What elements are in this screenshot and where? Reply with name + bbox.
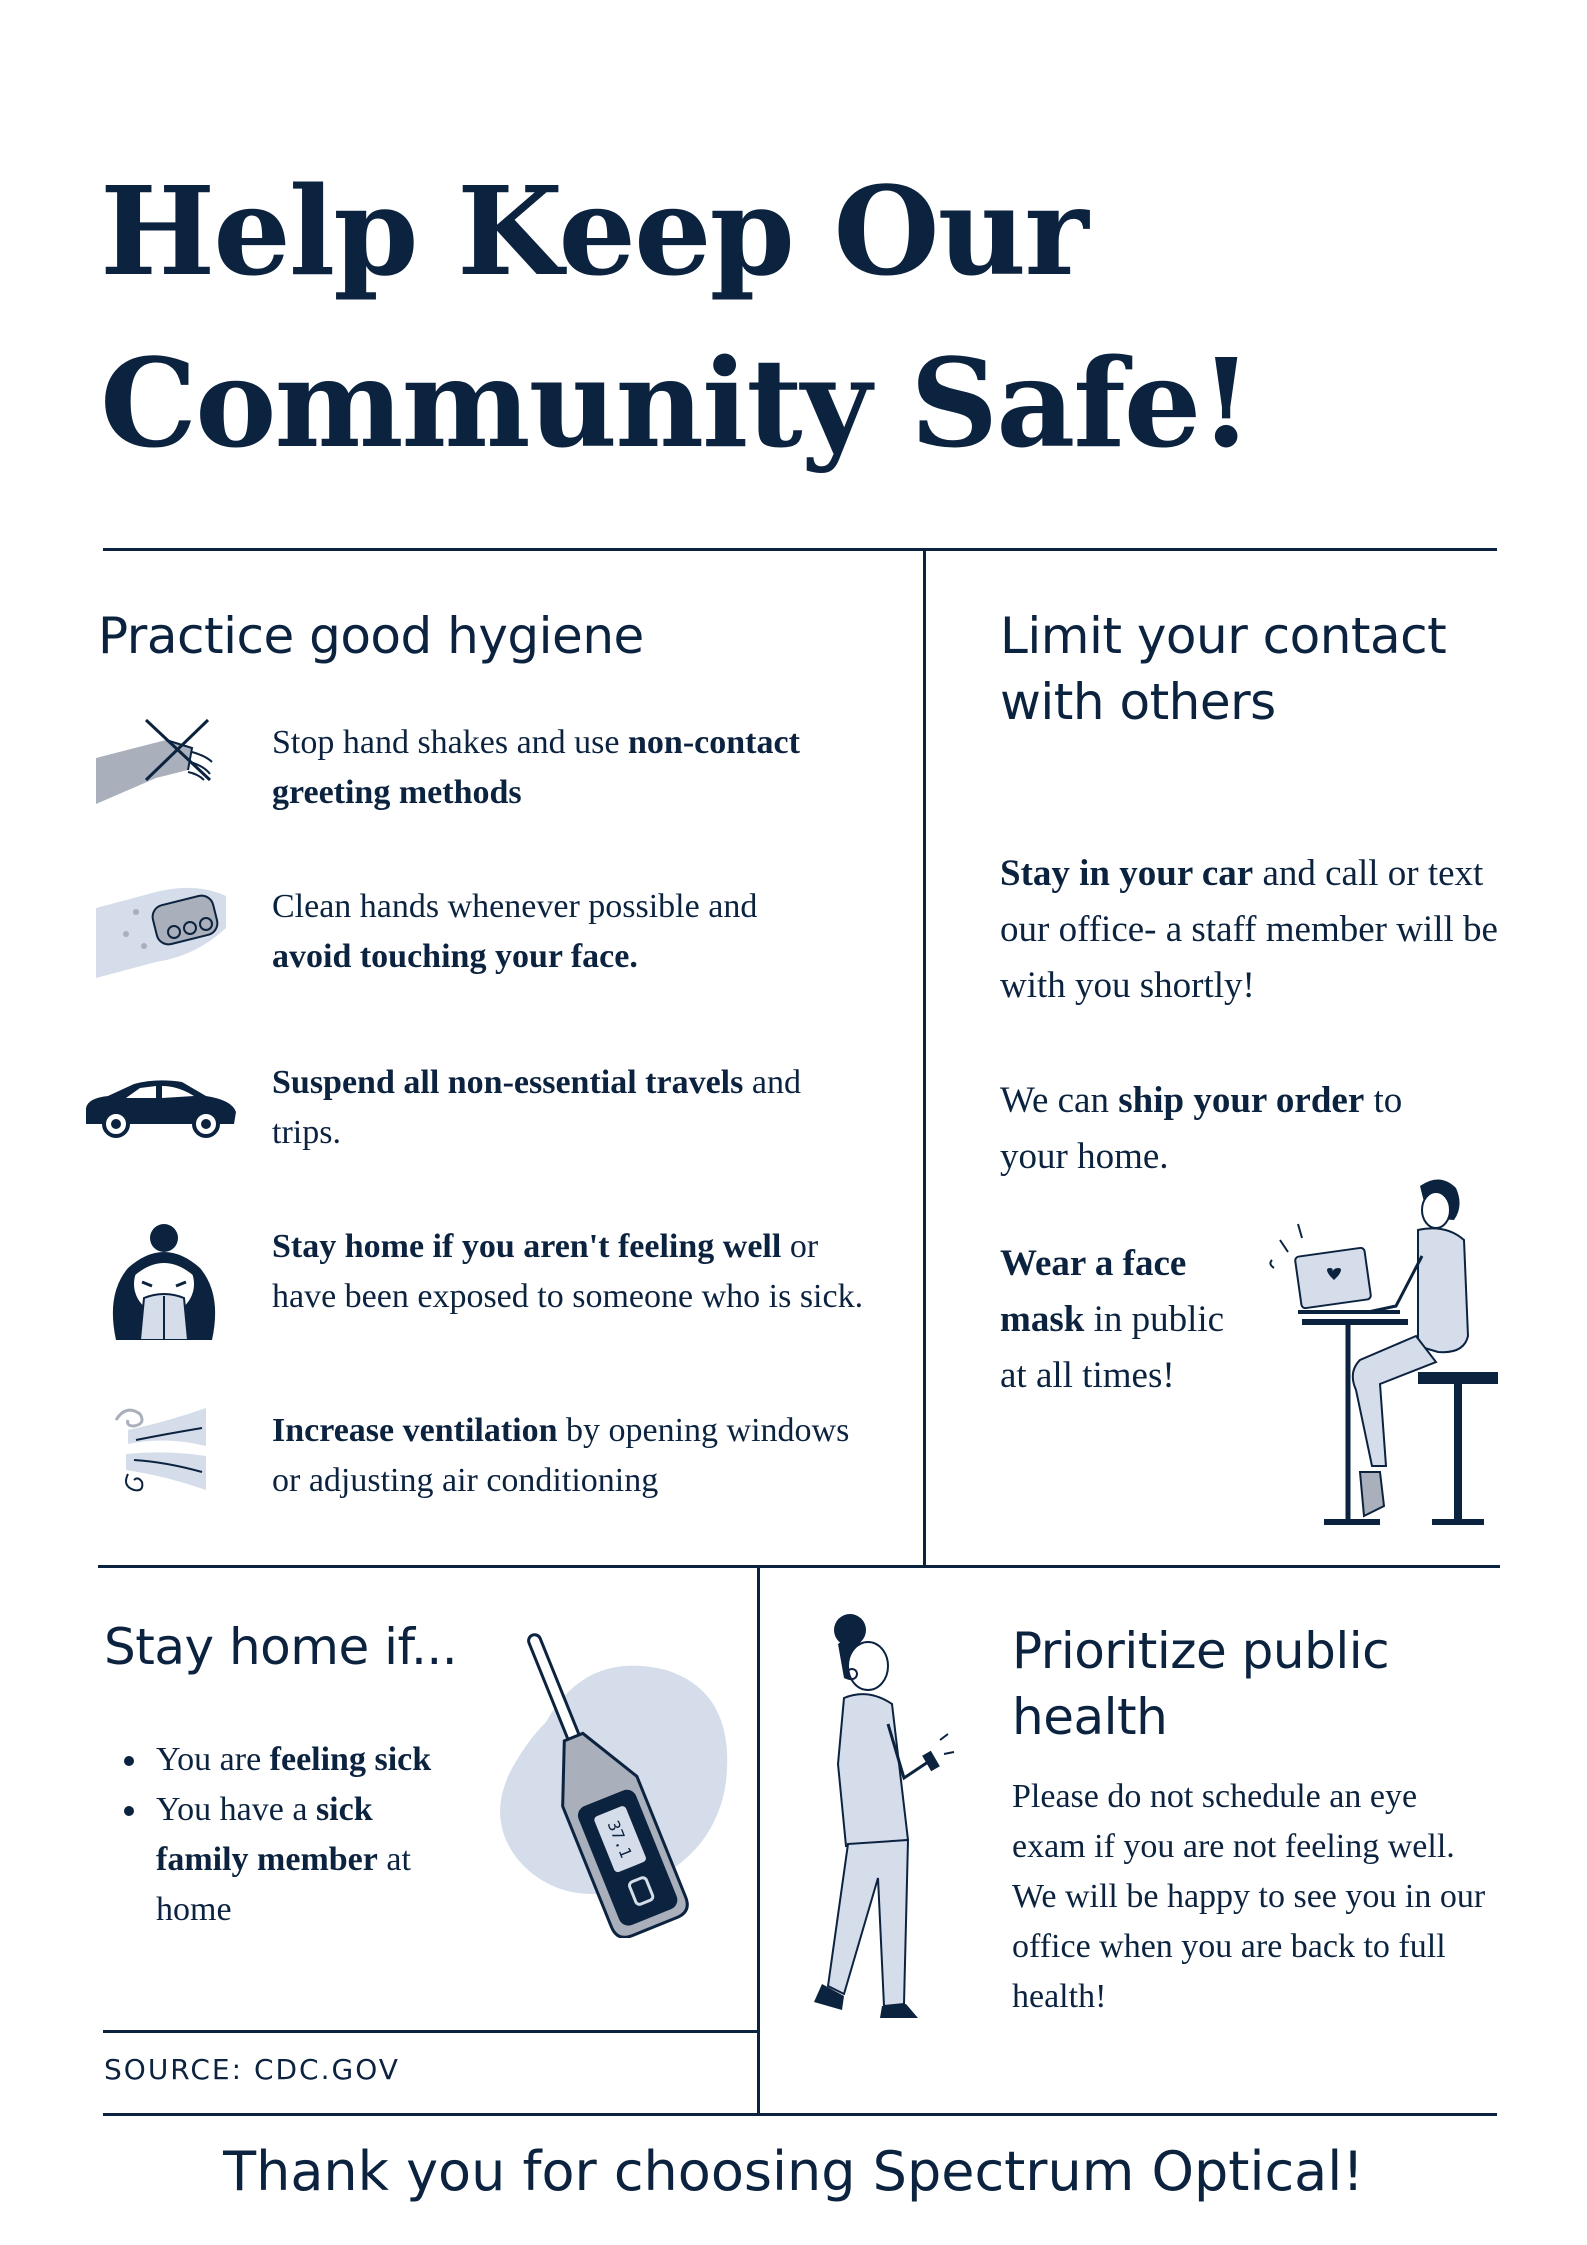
divider-source	[103, 2030, 758, 2033]
hygiene-item-2-text: Clean hands whenever possible and avoid touching your face.	[272, 888, 758, 975]
source-label: SOURCE: CDC.GOV	[104, 2053, 400, 2086]
thermometer-reading: 37.1	[603, 1817, 636, 1861]
hygiene-heading: Practice good hygiene	[98, 607, 644, 665]
prioritize-body: Please do not schedule an eye exam if you are not feeling well. We will be happy to see you in our office when you are back to full health!	[1012, 1778, 1486, 2015]
sneezing-person-icon	[106, 1224, 222, 1340]
woman-at-laptop-illustration	[1268, 1176, 1504, 1530]
divider-top	[103, 548, 1497, 551]
contact-paragraph-mask: Wear a face mask in public at all times!	[1000, 1243, 1225, 1396]
title-line-1: Help Keep Our	[100, 159, 1087, 303]
page-title	[100, 145, 1251, 489]
divider-vertical-top	[923, 548, 926, 1566]
list-item: You are feeling sick	[108, 1735, 468, 1785]
footer-thank-you: Thank you for choosing Spectrum Optical!	[223, 2140, 1364, 2203]
list-item: You have a sick family member at home	[108, 1785, 468, 1935]
woman-with-phone-illustration	[808, 1614, 978, 2034]
hygiene-item-5-text: Increase ventilation by opening windows or adjusting air conditioning	[272, 1412, 850, 1499]
air-ventilation-icon	[106, 1400, 212, 1496]
hygiene-item-1-text: Stop hand shakes and use non-contact greeting methods	[272, 724, 800, 811]
stay-home-list	[108, 1735, 468, 1935]
stay-home-heading: Stay home if...	[104, 1618, 458, 1676]
contact-heading: Limit your contact with others	[1000, 607, 1447, 731]
no-handshake-icon	[96, 718, 226, 808]
contact-paragraph-car: Stay in your car and call or text our office- a staff member will be with you shortly!	[1000, 853, 1498, 1006]
divider-middle	[98, 1565, 1500, 1568]
car-icon	[82, 1078, 238, 1140]
hand-washing-icon	[96, 882, 232, 978]
hygiene-item-3-text: Suspend all non-essential travels and trips.	[272, 1064, 801, 1151]
divider-bottom	[103, 2113, 1497, 2116]
title-line-2: Community Safe!	[100, 331, 1251, 475]
thermometer-illustration	[486, 1622, 734, 1938]
prioritize-heading: Prioritize public health	[1012, 1622, 1390, 1746]
hygiene-item-4-text: Stay home if you aren't feeling well or have been exposed to someone who is sick.	[272, 1228, 864, 1315]
contact-paragraph-ship: We can ship your order to your home.	[1000, 1080, 1403, 1177]
